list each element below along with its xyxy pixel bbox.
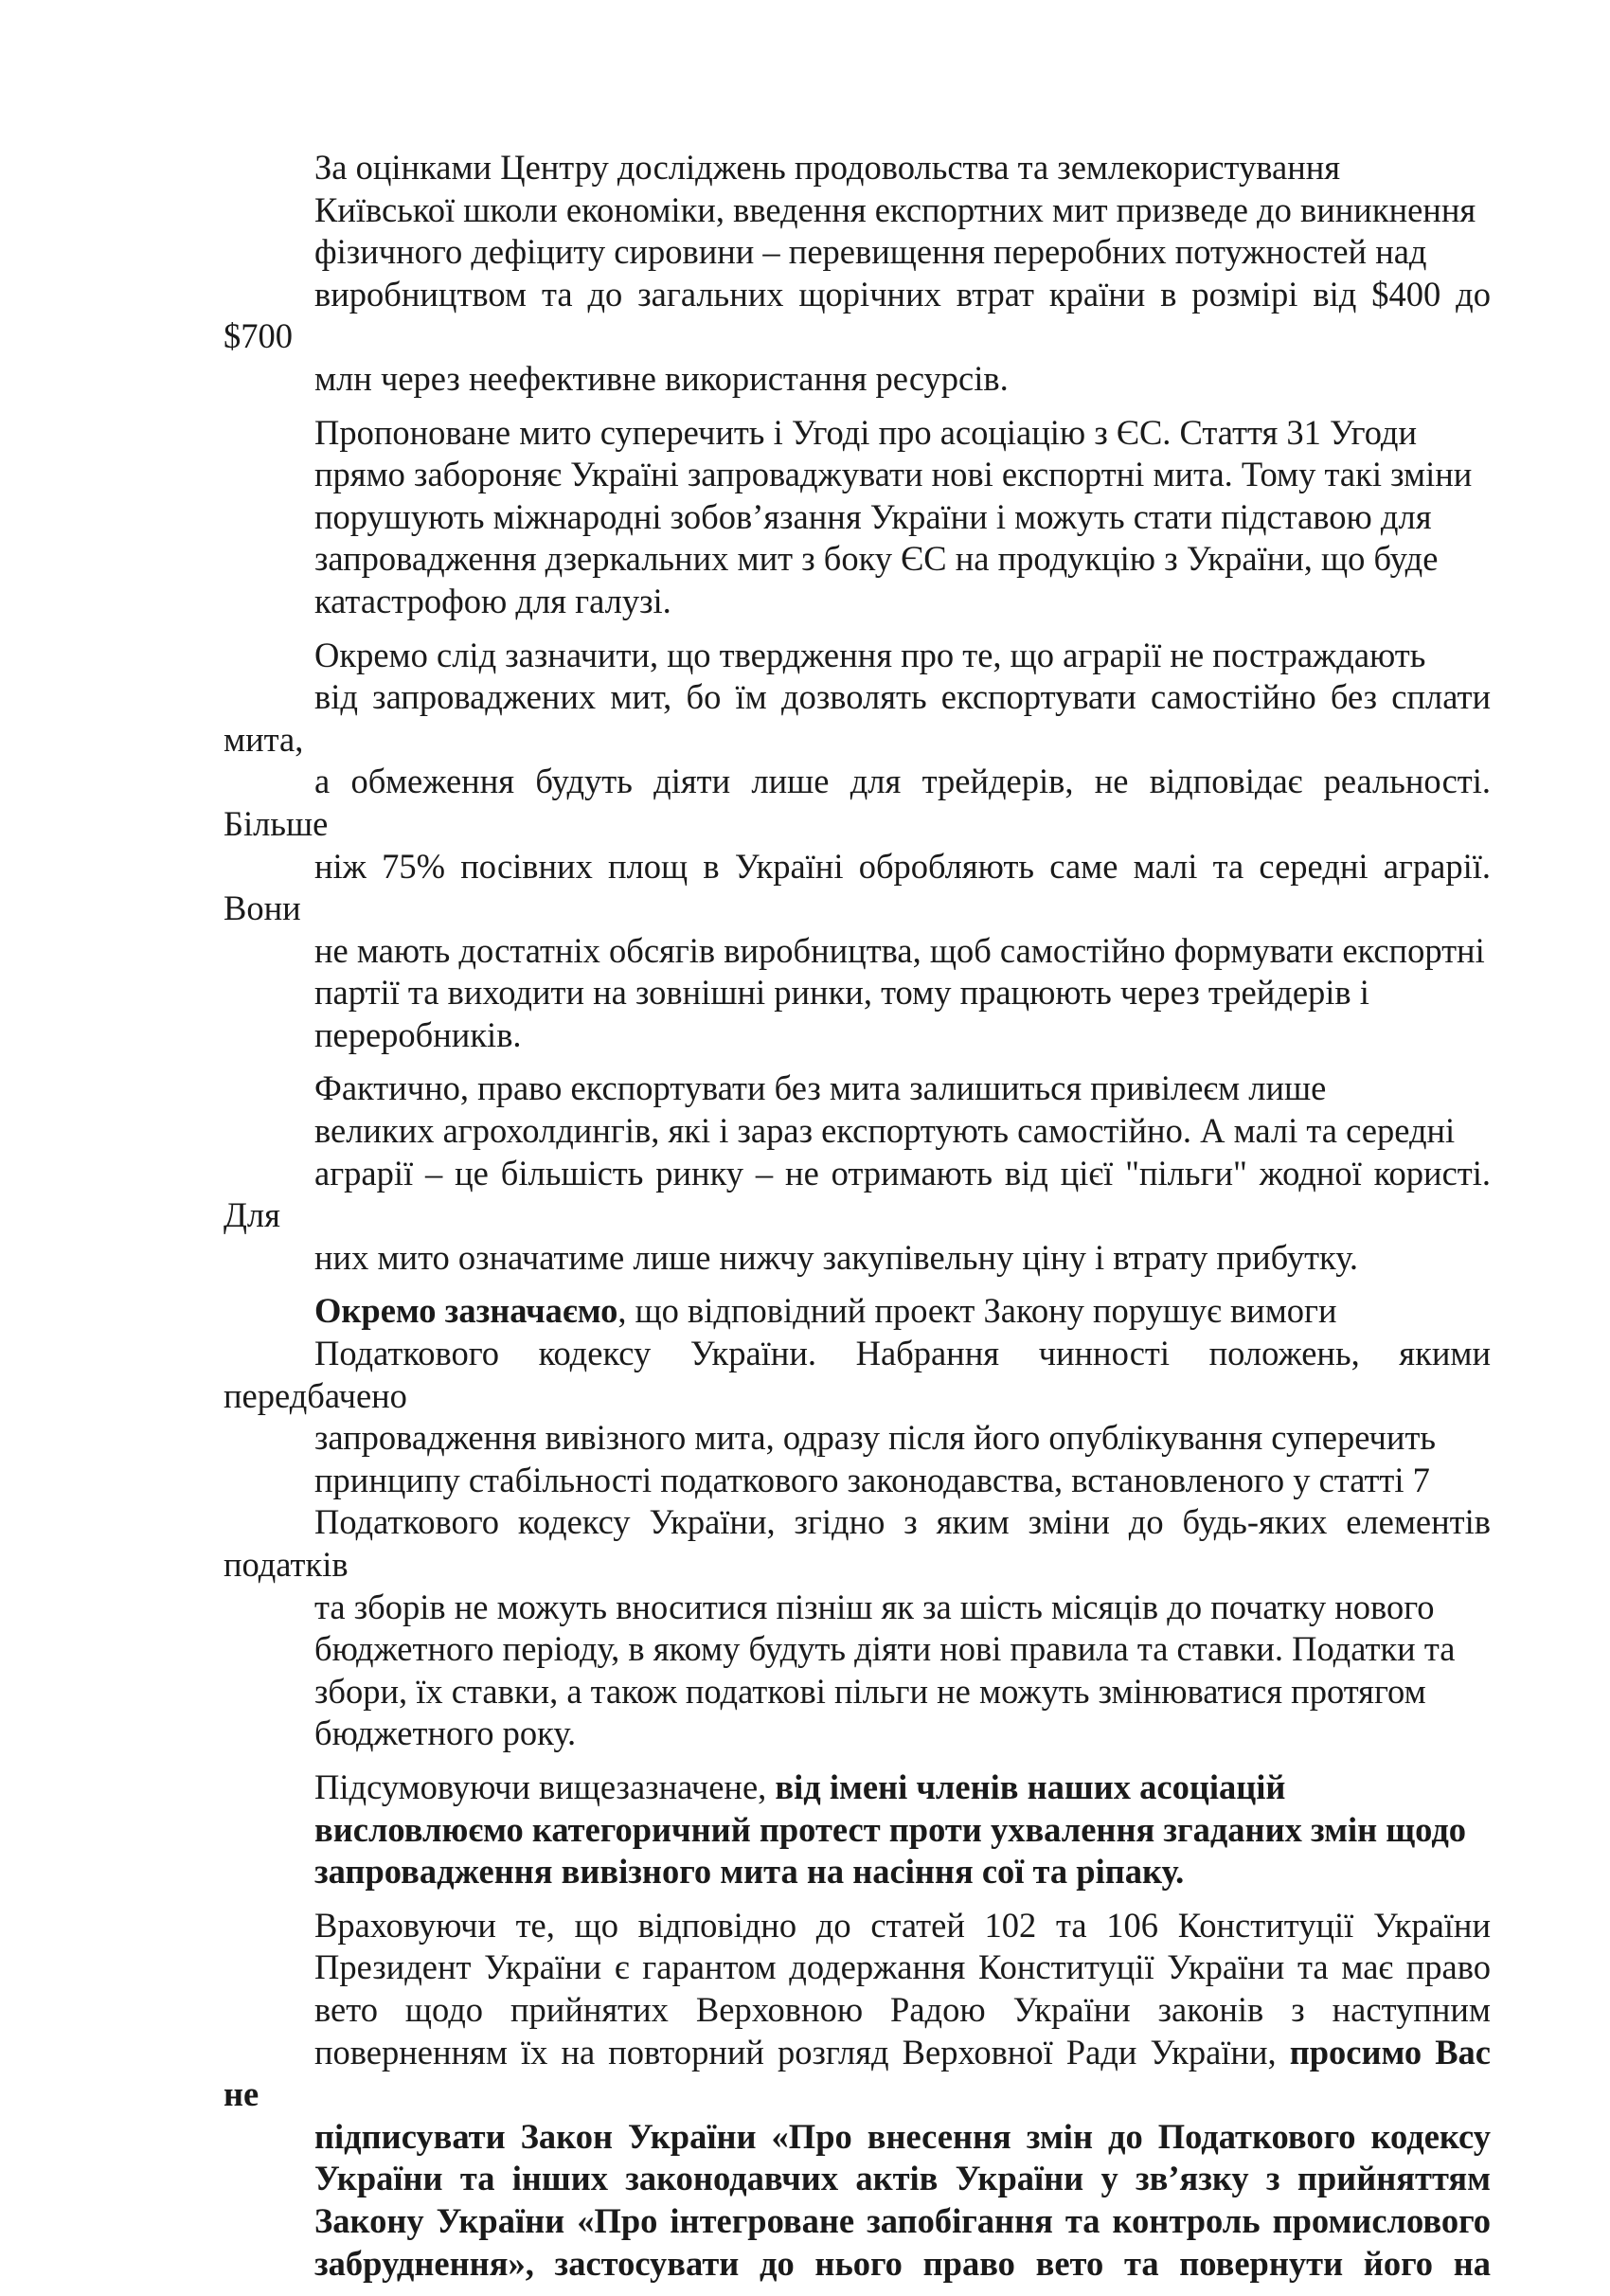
text-line: Податкового кодексу України, згідно з яким зміни до будь-яких елементів податків [224,1502,1491,1584]
text-line: Враховуючи те, що відповідно до статей 102 та 106 Конституції України [314,1905,1491,1945]
text-line: вето щодо прийнятих Верховною Радою України законів з наступним [314,1989,1491,2029]
text-line: бюджетного періоду, в якому будуть діяти нові правила та ставки. Податки та [314,1629,1456,1669]
text-line: аграрії – це більшість ринку – не отримають від цієї "пільги" жодної користі. Для [224,1153,1491,1235]
text-line: збори, їх ставки, а також податкові пільги не можуть змінюватися протягом [314,1671,1426,1711]
text-line: фізичного дефіциту сировини – перевищення переробних потужностей над [314,232,1427,272]
text-line: них мито означатиме лише нижчу закупівельну ціну і втрату прибутку. [314,1237,1358,1277]
text-line: великих агрохолдингів, які і зараз експортують самостійно. А малі та середні [314,1111,1456,1151]
text-line: Фактично, право експортувати без мита залишиться привілеєм лише [314,1068,1327,1108]
mixed-bold: просимо Вас не [224,2032,1491,2114]
bold-text-line: запровадження вивізного мита на насіння сої та ріпаку. [314,1852,1185,1892]
text-line: а обмеження будуть діяти лише для трейдерів, не відповідає реальності. Більше [224,762,1491,843]
lead-rest: , що відповідний проект Закону порушує вимоги [617,1291,1337,1331]
text-line: Пропоноване мито суперечить і Угоді про асоціацію з ЄС. Стаття 31 Угоди [314,412,1418,452]
paragraph-protest [224,1767,1491,1893]
text-line: катастрофою для галузі. [314,581,671,620]
text-line: від запроваджених мит, бо їм дозволять експортувати самостійно без сплати мита, [224,677,1491,759]
paragraph-small-farmers [224,635,1491,1057]
lead-plain: Підсумовуючи вищезазначене, [314,1767,776,1806]
text-line: ніж 75% посівних площ в Україні обробляють саме малі та середні аграрії. Вони [224,846,1491,928]
paragraph-eu-association [224,412,1491,623]
text-line: Податкового кодексу України. Набрання чинності положень, якими передбачено [224,1334,1491,1415]
paragraph-kse-estimate [224,147,1491,401]
text-line: бюджетного року. [314,1713,577,1753]
bold-text-line: підписувати Закон України «Про внесення змін до Податкового кодексу [314,2116,1491,2156]
text-line: млн через неефективне використання ресурсів. [314,358,1009,398]
text-line: За оцінками Центру досліджень продовольства та землекористування [314,148,1341,187]
paragraph-tax-code [224,1290,1491,1755]
text-line: переробників. [314,1014,522,1054]
bold-text-line: забруднення», застосувати до нього право вето та повернути його на [314,2243,1491,2283]
text-line: порушують міжнародні зобов’язання України і можуть стати підставою для [314,496,1432,536]
text-line: Окремо слід зазначити, що твердження про те, що аграрії не постраждають [314,635,1426,674]
mixed-plain: поверненням їх на повторний розгляд Верховної Ради України, [314,2032,1290,2072]
text-line [224,1290,1491,1333]
text-line: партії та виходити на зовнішні ринки, тому працюють через трейдерів і [314,973,1369,1013]
bold-text-line: висловлюємо категоричний протест проти ухвалення згаданих змін щодо [314,1809,1467,1849]
bold-text-line: України та інших законодавчих актів України у зв’язку з прийняттям [314,2159,1491,2198]
text-line: запровадження вивізного мита, одразу після його опублікування суперечить [314,1418,1437,1458]
paragraph-veto-request [224,1905,1491,2285]
text-line [224,1767,1491,1809]
text-line: запровадження дзеркальних мит з боку ЄС на продукцію з України, що буде [314,539,1439,579]
text-line: Київської школи економіки, введення експортних мит призведе до виникнення [314,189,1476,229]
text-line: прямо забороняє Україні запроваджувати нові експортні мита. Тому такі зміни [314,455,1473,494]
document-body [224,147,1491,2296]
paragraph-agroholdings-privilege [224,1067,1491,1279]
text-line: та зборів не можуть вноситися пізніш як за шість місяців до початку нового [314,1587,1435,1626]
text-line: виробництвом та до загальних щорічних втрат країни в розмірі від $400 до $700 [224,274,1491,356]
text-line: Президент України є гарантом додержання Конституції України та має право [314,1947,1491,1987]
text-line: не мають достатніх обсягів виробництва, щоб самостійно формувати експортні [314,930,1485,970]
text-line: принципу стабільності податкового законодавства, встановленого у статті 7 [314,1460,1430,1499]
bold-lead: Окремо зазначаємо [314,1291,618,1331]
text-line [224,2032,1491,2116]
bold-text-line: Закону України «Про інтегроване запобігання та контроль промислового [314,2200,1491,2240]
lead-bold: від імені членів наших асоціацій [775,1767,1286,1806]
